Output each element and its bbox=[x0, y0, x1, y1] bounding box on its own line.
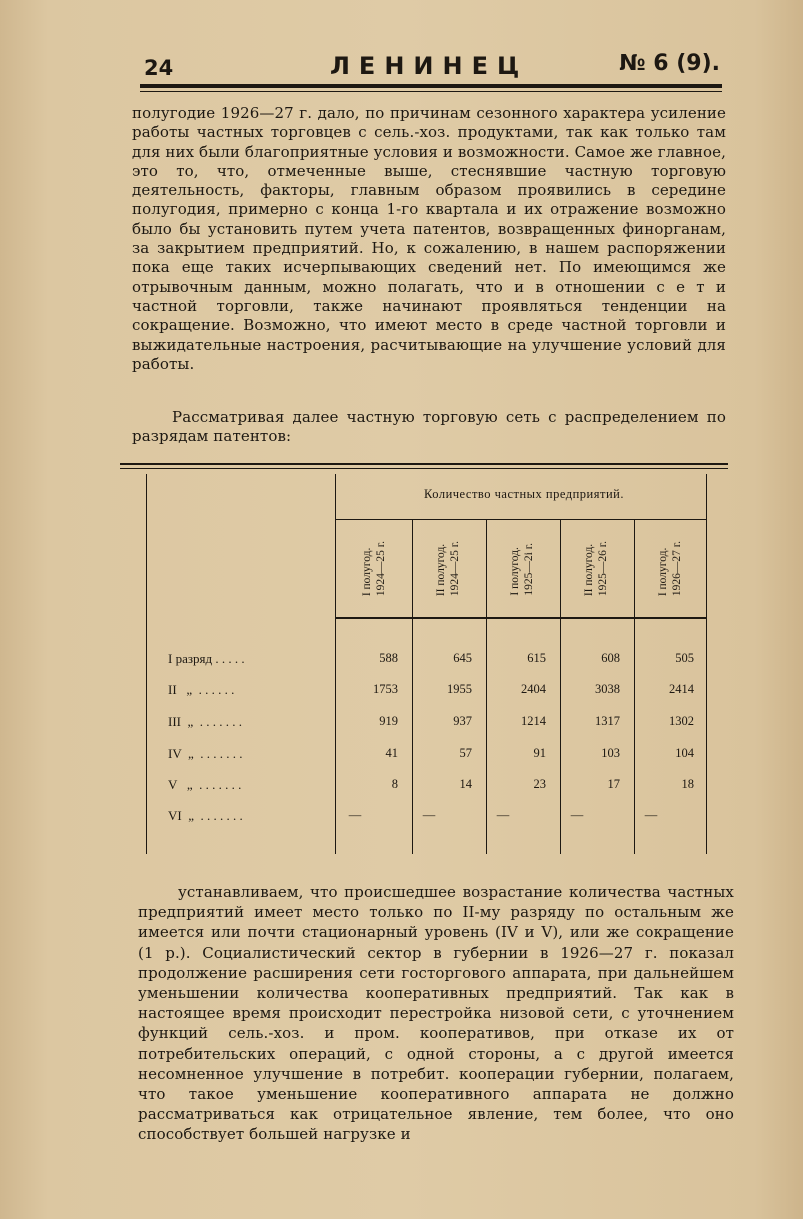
table-cell: — bbox=[570, 808, 584, 822]
table-cell: 8 bbox=[391, 777, 398, 791]
table-vline bbox=[706, 474, 707, 854]
table-cell: 2404 bbox=[521, 682, 546, 696]
table-cell: 645 bbox=[453, 651, 472, 665]
patent-category-table bbox=[120, 469, 728, 854]
table-cell: 23 bbox=[533, 777, 546, 791]
paragraph-3: устанавливаем, что происшедшее возрастание количества частных предприятий имеет место только по II-му разряду по остальным же имеется или почти стационарный уровень (IV и V), или же сокращение (1 р.). Социалистический сектор в губернии в 1926—27 г. показал продолжение расширения сети госторгового аппарата, при дальнейшем уменьшении количества кооперативных предприятий. Так как в настоящее время происходит перестройка низовой сети, с уточнением функций сель.-хоз. и пром. кооперативов, при отказе их от потребительских операций, с одной стороны, а с другой имеется несомненное улучшение в потребит. кооперации губернии, полагаем, что такое уменьшение кооперативного аппарата не должно рассматриваться как отрицательное явление, тем более, что оно способствует большей нагрузке и bbox=[138, 883, 734, 1144]
table-cell: 1955 bbox=[447, 682, 472, 696]
table-cell: 14 bbox=[459, 777, 472, 791]
row-label: I разряд . . . . . bbox=[168, 651, 245, 666]
column-header: I полугод. 1925—2і г. bbox=[509, 542, 535, 596]
table-cell: — bbox=[422, 808, 436, 822]
paragraph-2: Рассматривая далее частную торговую сеть с распределением по разрядам патентов: bbox=[132, 408, 726, 446]
table-hline bbox=[335, 519, 706, 520]
table-cell: 18 bbox=[681, 777, 694, 791]
header-rule-thin bbox=[140, 91, 722, 92]
column-header: II полугод. 1924—25 г. bbox=[435, 541, 461, 597]
table-cell: 505 bbox=[675, 651, 694, 665]
journal-title: ЛЕНИНЕЦ bbox=[330, 52, 529, 80]
table-cell: — bbox=[644, 808, 658, 822]
row-label: II „ . . . . . . bbox=[168, 682, 235, 697]
table-cell: 919 bbox=[379, 714, 398, 728]
table-hline bbox=[335, 617, 706, 619]
paragraph-1: полугодие 1926—27 г. дало, по причинам сезонного характера усиление работы частных торговцев с сель.-хоз. продуктами, так как только там для них были благоприятные условия и возможности. Самое же главное, это то, что, отмеченные выше, стеснявшие частную торговую деятельность, факторы, главным образом проявились в середине полугодия, примерно с конца 1-го квартала и их отражение возможно было бы установить путем учета патентов, возвращенных финорганам, за закрытием предприятий. Но, к сожалению, в нашем распоряжении пока еще таких исчерпывающих сведений нет. По имеющимся же отрывочным данным, можно полагать, что и в отношении с е т и частной торговли, также начинают проявляться тенденции на сокращение. Возможно, что имеют место в среде частной торговли и выжидательные настроения, расчитывающие на улучшение условий для работы. bbox=[132, 104, 726, 373]
table-cell: 1214 bbox=[521, 714, 546, 728]
row-label: VI „ . . . . . . . bbox=[168, 808, 243, 823]
row-label: IV „ . . . . . . . bbox=[168, 746, 243, 761]
table-cell: 91 bbox=[533, 746, 546, 760]
table-cell: 2414 bbox=[669, 682, 694, 696]
header-rule-thick bbox=[140, 84, 722, 88]
page-number: 24 bbox=[144, 56, 174, 80]
column-header: II полугод. 1925—26 г. bbox=[583, 541, 609, 597]
table-vline bbox=[146, 474, 147, 854]
table-rule-top bbox=[120, 463, 728, 465]
table-cell: 103 bbox=[601, 746, 620, 760]
table-cell: 937 bbox=[453, 714, 472, 728]
group-header: Количество частных предприятий. bbox=[424, 487, 624, 501]
table-cell: 17 bbox=[607, 777, 620, 791]
table-cell: — bbox=[348, 808, 362, 822]
table-cell: 1302 bbox=[669, 714, 694, 728]
column-header: I полугод. 1924—25 г. bbox=[361, 541, 387, 597]
table-cell: 57 bbox=[459, 746, 472, 760]
page-header bbox=[140, 44, 722, 84]
table-cell: 3038 bbox=[595, 682, 620, 696]
table-cell: 1317 bbox=[595, 714, 620, 728]
table-cell: 1753 bbox=[373, 682, 398, 696]
table-cell: 588 bbox=[379, 651, 398, 665]
table-cell: 615 bbox=[527, 651, 546, 665]
column-header: I полугод. 1926—27 г. bbox=[657, 541, 683, 597]
table-cell: 41 bbox=[385, 746, 398, 760]
issue-number: № 6 (9). bbox=[619, 51, 720, 76]
row-label: III „ . . . . . . . bbox=[168, 714, 243, 729]
table-cell: 104 bbox=[675, 746, 694, 760]
row-label: V „ . . . . . . . bbox=[168, 777, 242, 792]
table-cell: 608 bbox=[601, 651, 620, 665]
table-cell: — bbox=[496, 808, 510, 822]
